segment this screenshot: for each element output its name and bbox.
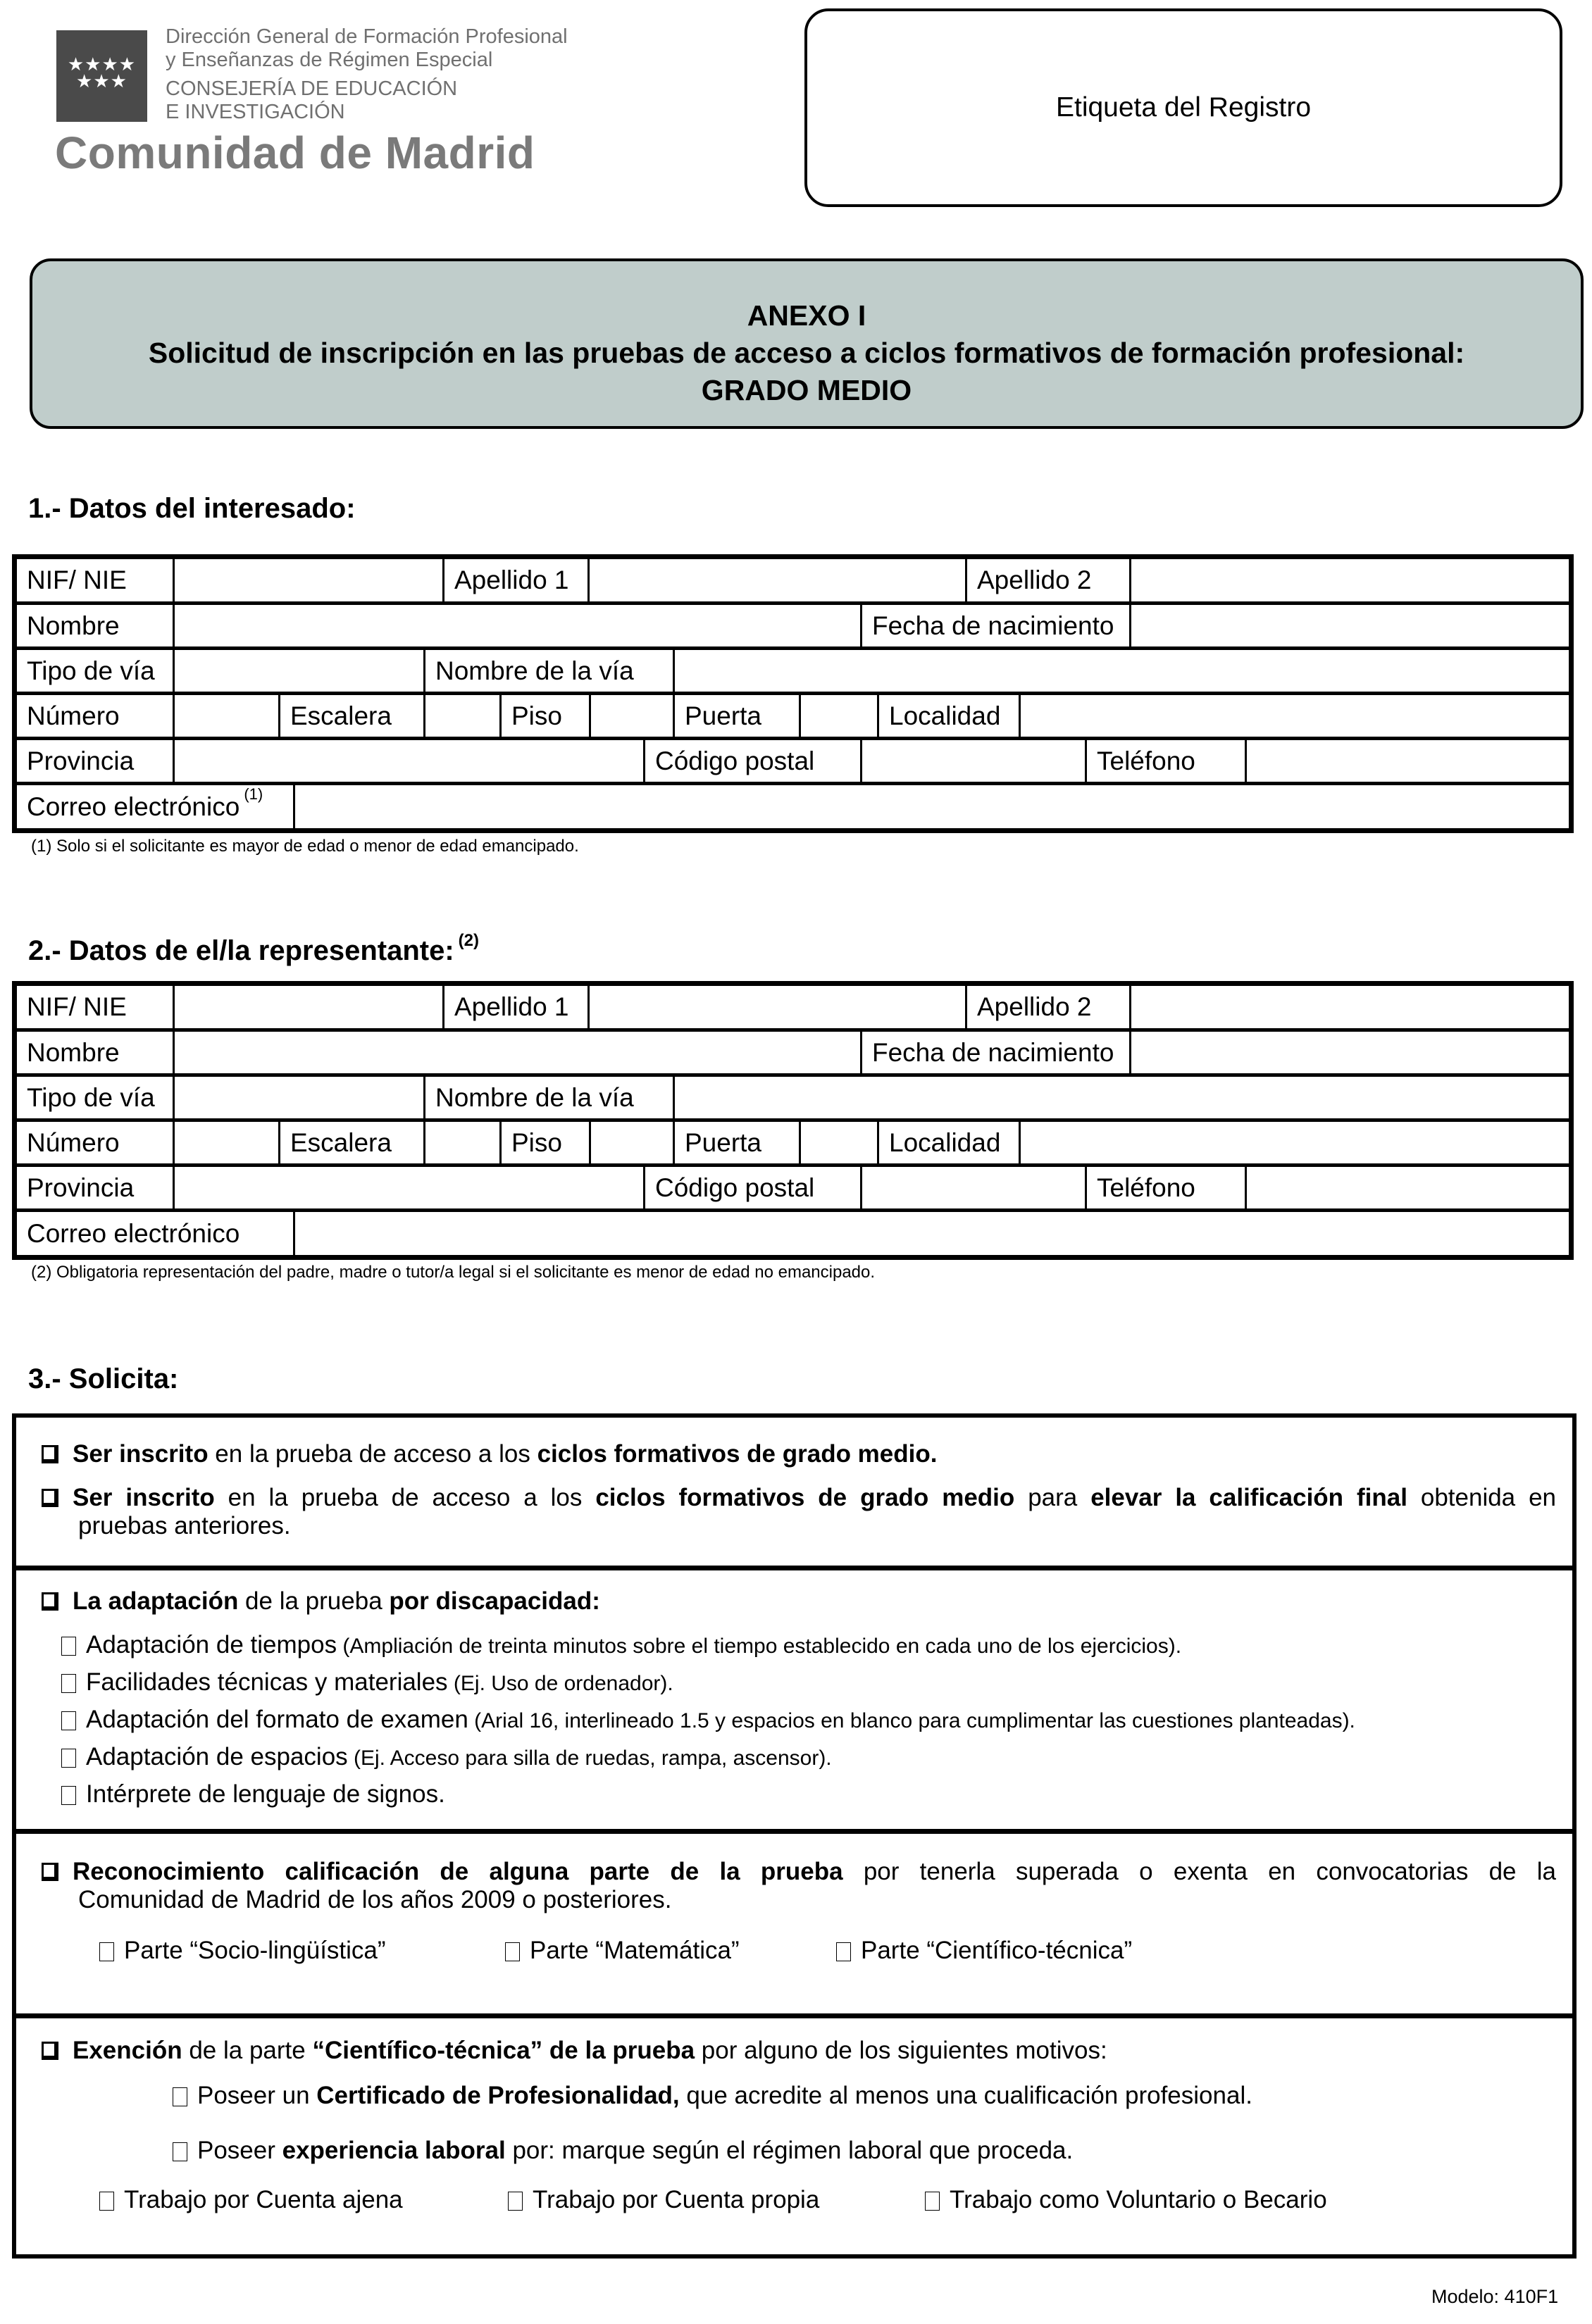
- text: de la parte: [182, 2037, 313, 2064]
- puerta-field[interactable]: [799, 695, 877, 737]
- label-fecha-nacimiento: [860, 605, 1129, 646]
- text-bold: ciclos formativos de grado medio.: [537, 1440, 938, 1468]
- parte-socio-linguistica-option: [99, 1937, 386, 1965]
- row-nombre-fecha: [17, 601, 1569, 646]
- row-via: [17, 646, 1569, 692]
- text: para: [1014, 1484, 1091, 1511]
- label-telefono: [1085, 740, 1245, 782]
- row-numero: [17, 692, 1569, 737]
- row-nif-apellidos: [17, 986, 1569, 1028]
- rep-escalera-field[interactable]: [423, 1122, 499, 1163]
- label-codigo-postal: [643, 1167, 860, 1208]
- form-title: Solicitud de inscripción en las pruebas de acceso a ciclos formativos de formación profesional:: [148, 337, 1465, 369]
- form-model-code: Modelo: 410F1: [1431, 2286, 1559, 2307]
- label-text: Apellido 1: [454, 566, 569, 594]
- logo-text-line-4: E INVESTIGACIÓN: [166, 101, 345, 123]
- text: Parte “Científico-técnica”: [861, 1937, 1133, 1964]
- cuenta-ajena-option: [99, 2186, 403, 2214]
- label-text: Piso: [511, 701, 562, 730]
- codigo-postal-field[interactable]: [860, 740, 1085, 782]
- adaptacion-espacios-checkbox[interactable]: [61, 1749, 76, 1768]
- label-text: Nombre de la vía: [435, 656, 634, 685]
- registry-label-box: [804, 8, 1562, 207]
- text-bold: Reconocimiento calificación de alguna parte de la prueba: [73, 1858, 843, 1885]
- label-localidad: [877, 1122, 1019, 1163]
- section1-heading-text: 1.- Datos del interesado:: [28, 493, 356, 524]
- option-line-1: [42, 1484, 1556, 1512]
- rep-apellido2-field[interactable]: [1129, 986, 1569, 1028]
- label-tipo-via: [17, 650, 173, 692]
- label-correo: [17, 785, 293, 828]
- comunidad-madrid-logo-flag: [56, 30, 147, 122]
- text-detail: (Ej. Acceso para silla de ruedas, rampa, ascensor).: [347, 1747, 832, 1770]
- text: Parte “Socio-lingüística”: [124, 1937, 386, 1964]
- label-numero: [17, 1122, 173, 1163]
- reconocimiento-checkbox[interactable]: [42, 1863, 58, 1881]
- label-nif: [17, 986, 173, 1028]
- nombre-via-field[interactable]: [673, 650, 1569, 692]
- inscripcion-checkbox[interactable]: [42, 1445, 58, 1463]
- row-nif-apellidos: [17, 559, 1569, 601]
- text: Poseer: [197, 2137, 282, 2164]
- form-title-banner: [30, 258, 1584, 429]
- text-bold: Ser inscrito: [73, 1440, 209, 1468]
- label-text: Fecha de nacimiento: [872, 1037, 1114, 1067]
- label-text: Teléfono: [1097, 1173, 1195, 1202]
- option-elevar-calificacion: [42, 1484, 1556, 1540]
- label-text: Apellido 2: [977, 992, 1092, 1021]
- label-nombre-via: [423, 1077, 673, 1118]
- label-text: Tipo de vía: [27, 1082, 155, 1112]
- registry-label: Etiqueta del Registro: [1055, 92, 1312, 123]
- label-text: Nombre de la vía: [435, 1082, 634, 1112]
- text-detail: (Ampliación de treinta minutos sobre el tiempo establecido en cada uno de los ejercicios).: [337, 1635, 1182, 1658]
- apellido1-field[interactable]: [587, 559, 965, 601]
- correo-label-text: Correo electrónico: [27, 792, 240, 821]
- grade-title: GRADO MEDIO: [701, 374, 912, 406]
- nif-field[interactable]: [173, 559, 442, 601]
- text: Adaptación de espacios: [86, 1743, 348, 1770]
- text-bold: “Científico-técnica” de la prueba: [312, 2037, 695, 2064]
- label-apellido1: [442, 986, 587, 1028]
- certificado-profesionalidad-option: [173, 2082, 1252, 2110]
- rep-piso-field[interactable]: [589, 1122, 673, 1163]
- row-numero: [17, 1118, 1569, 1163]
- label-codigo-postal: [643, 740, 860, 782]
- label-text: Puerta: [685, 701, 762, 730]
- rep-numero-field[interactable]: [173, 1122, 278, 1163]
- logo-text-line-3: CONSEJERÍA DE EDUCACIÓN: [166, 77, 458, 100]
- section2-heading: [28, 931, 479, 967]
- label-text: Fecha de nacimiento: [872, 611, 1114, 640]
- label-nombre-via: [423, 650, 673, 692]
- rep-provincia-field[interactable]: [173, 1167, 643, 1208]
- label-fecha-nacimiento: [860, 1032, 1129, 1073]
- telefono-field[interactable]: [1245, 740, 1569, 782]
- label-text: Nombre: [27, 1037, 120, 1067]
- label-text: Localidad: [889, 701, 1001, 730]
- voluntario-becario-option: [925, 2186, 1327, 2214]
- formato-examen-checkbox[interactable]: [61, 1711, 76, 1730]
- label-text: Provincia: [27, 746, 135, 775]
- stars-icon: ★★★★ ★★★: [67, 54, 137, 92]
- label-piso: [499, 695, 589, 737]
- rep-codigo-postal-field[interactable]: [860, 1167, 1085, 1208]
- text: Trabajo por Cuenta propia: [533, 2186, 820, 2213]
- text: Trabajo como Voluntario o Becario: [950, 2186, 1327, 2213]
- label-text: Localidad: [889, 1127, 1001, 1157]
- elevar-calificacion-checkbox[interactable]: [42, 1489, 58, 1507]
- experiencia-laboral-checkbox[interactable]: [173, 2142, 187, 2161]
- label-text: Apellido 1: [454, 992, 569, 1021]
- logo-text-line-1: Dirección General de Formación Profesional: [166, 25, 568, 48]
- label-text: NIF/ NIE: [27, 566, 127, 594]
- label-text: Número: [27, 1127, 120, 1157]
- row-correo: [17, 1208, 1569, 1255]
- label-provincia: [17, 1167, 173, 1208]
- label-puerta: [673, 695, 799, 737]
- tipo-via-field[interactable]: [173, 650, 423, 692]
- label-text: Código postal: [655, 746, 815, 775]
- option-exencion: [42, 2037, 1107, 2065]
- section2-heading-text: 2.- Datos de el/la representante:: [28, 935, 454, 966]
- text: por: marque según el régimen laboral que proceda.: [505, 2137, 1074, 2164]
- adaptacion-tiempos-checkbox[interactable]: [61, 1637, 76, 1656]
- label-puerta: [673, 1122, 799, 1163]
- parte-matematica-checkbox[interactable]: [505, 1942, 520, 1961]
- rep-localidad-field[interactable]: [1019, 1122, 1569, 1163]
- section3-heading: [28, 1363, 178, 1395]
- label-text: Apellido 2: [977, 566, 1092, 594]
- formato-examen-option: [61, 1706, 1355, 1734]
- facilidades-tecnicas-checkbox[interactable]: [61, 1674, 76, 1693]
- parte-matematica-option: [505, 1937, 740, 1965]
- apellido2-field[interactable]: [1129, 559, 1569, 601]
- option-line-2: pruebas anteriores.: [78, 1512, 291, 1539]
- nombre-field[interactable]: [173, 605, 860, 646]
- label-text: Correo electrónico: [27, 1218, 240, 1248]
- label-nombre: [17, 605, 173, 646]
- text-bold: Exención: [73, 2037, 182, 2064]
- text: en la prueba de acceso a los: [214, 1484, 596, 1511]
- text-bold: Ser inscrito: [73, 1484, 215, 1511]
- label-nif: [17, 559, 173, 601]
- row-provincia: [17, 737, 1569, 782]
- text-bold: ciclos formativos de grado medio: [595, 1484, 1015, 1511]
- fecha-nacimiento-field[interactable]: [1129, 605, 1569, 646]
- text-bold: Certificado de Profesionalidad,: [316, 2082, 680, 2109]
- annex-title: ANEXO I: [747, 299, 866, 332]
- label-text: Escalera: [290, 701, 392, 730]
- escalera-field[interactable]: [423, 695, 499, 737]
- label-apellido1: [442, 559, 587, 601]
- label-escalera: [278, 1122, 423, 1163]
- label-text: Escalera: [290, 1127, 392, 1157]
- label-text: Código postal: [655, 1173, 815, 1202]
- parte-cientifico-tecnica-option: [836, 1937, 1132, 1965]
- label-provincia: [17, 740, 173, 782]
- text-detail: (Ej. Uso de ordenador).: [447, 1672, 673, 1695]
- text: Adaptación del formato de examen: [86, 1706, 468, 1733]
- option-line-1: [42, 1858, 1556, 1886]
- label-tipo-via: [17, 1077, 173, 1118]
- rep-puerta-field[interactable]: [799, 1122, 877, 1163]
- interprete-signos-option: [61, 1780, 445, 1808]
- option-reconocimiento: [42, 1858, 1556, 1914]
- text: en la prueba de acceso a los: [208, 1440, 537, 1468]
- text: que acredite al menos una cualificación profesional.: [679, 2082, 1252, 2109]
- label-correo: [17, 1212, 293, 1255]
- rep-correo-field[interactable]: [293, 1212, 1569, 1255]
- footnote-ref: (2): [458, 931, 479, 950]
- text: Poseer un: [197, 2082, 317, 2109]
- parte-cientifico-tecnica-checkbox[interactable]: [836, 1942, 851, 1961]
- rep-nif-field[interactable]: [173, 986, 442, 1028]
- section1-heading: [28, 493, 356, 525]
- exencion-checkbox[interactable]: [42, 2042, 58, 2060]
- footnote-2: (2) Obligatoria representación del padre, madre o tutor/a legal si el solicitante es menor de edad no emancipado.: [31, 1263, 876, 1282]
- rep-tipo-via-field[interactable]: [173, 1077, 423, 1118]
- section3-heading-text: 3.- Solicita:: [28, 1363, 179, 1394]
- disability-adaptation-block: [16, 1566, 1572, 1829]
- cuenta-propia-checkbox[interactable]: [508, 2192, 523, 2211]
- numero-field[interactable]: [173, 695, 278, 737]
- label-numero: [17, 695, 173, 737]
- adaptacion-tiempos-option: [61, 1631, 1181, 1659]
- label-text: Provincia: [27, 1173, 135, 1202]
- label-text: Teléfono: [1097, 746, 1195, 775]
- option-line-2: Comunidad de Madrid de los años 2009 o posteriores.: [78, 1886, 672, 1913]
- text: Adaptación de tiempos: [86, 1631, 337, 1658]
- label-text: Nombre: [27, 611, 120, 640]
- logo-wordmark: Comunidad de Madrid: [55, 127, 535, 178]
- localidad-field[interactable]: [1019, 695, 1569, 737]
- grade-recognition-block: [16, 1829, 1572, 2013]
- text: por alguno de los siguientes motivos:: [695, 2037, 1107, 2064]
- label-escalera: [278, 695, 423, 737]
- label-apellido2: [965, 986, 1129, 1028]
- adaptacion-checkbox[interactable]: [42, 1592, 58, 1611]
- label-telefono: [1085, 1167, 1245, 1208]
- option-adaptacion: [42, 1587, 600, 1616]
- label-apellido2: [965, 559, 1129, 601]
- text: Trabajo por Cuenta ajena: [124, 2186, 403, 2213]
- interprete-signos-checkbox[interactable]: [61, 1786, 76, 1805]
- rep-nombre-via-field[interactable]: [673, 1077, 1569, 1118]
- parte-socio-linguistica-checkbox[interactable]: [99, 1942, 114, 1961]
- rep-apellido1-field[interactable]: [587, 986, 965, 1028]
- text-bold: elevar la calificación final: [1090, 1484, 1407, 1511]
- text-bold: experiencia laboral: [282, 2137, 506, 2164]
- label-nombre: [17, 1032, 173, 1073]
- label-text: Puerta: [685, 1127, 762, 1157]
- cuenta-propia-option: [508, 2186, 819, 2214]
- label-text: Piso: [511, 1127, 562, 1157]
- inscription-block: [16, 1418, 1572, 1566]
- text: Facilidades técnicas y materiales: [86, 1668, 448, 1696]
- text: Parte “Matemática”: [530, 1937, 740, 1964]
- row-provincia: [17, 1163, 1569, 1208]
- logo-text-line-2: y Enseñanzas de Régimen Especial: [166, 49, 493, 71]
- label-text: [27, 785, 263, 822]
- row-correo: [17, 782, 1569, 828]
- footnote-ref: (1): [244, 785, 263, 803]
- row-nombre-fecha: [17, 1028, 1569, 1073]
- experiencia-laboral-option: [173, 2137, 1073, 2165]
- footnote-1: (1) Solo si el solicitante es mayor de edad o menor de edad emancipado.: [31, 837, 579, 856]
- cuenta-ajena-checkbox[interactable]: [99, 2192, 114, 2211]
- request-options-box: [12, 1413, 1577, 2259]
- voluntario-becario-checkbox[interactable]: [925, 2192, 940, 2211]
- facilidades-tecnicas-option: [61, 1668, 673, 1697]
- text: obtenida en: [1407, 1484, 1556, 1511]
- exemption-block: [16, 2013, 1572, 2254]
- rep-fecha-nacimiento-field[interactable]: [1129, 1032, 1569, 1073]
- rep-telefono-field[interactable]: [1245, 1167, 1569, 1208]
- option-inscripcion: [42, 1440, 937, 1468]
- provincia-field[interactable]: [173, 740, 643, 782]
- applicant-data-table: [12, 554, 1574, 833]
- text-bold: La adaptación: [73, 1587, 239, 1615]
- label-text: Tipo de vía: [27, 656, 155, 685]
- text: por tenerla superada o exenta en convocatorias de la: [842, 1858, 1556, 1885]
- rep-nombre-field[interactable]: [173, 1032, 860, 1073]
- adaptacion-espacios-option: [61, 1743, 832, 1771]
- row-via: [17, 1073, 1569, 1118]
- text-detail: (Arial 16, interlineado 1.5 y espacios en blanco para cumplimentar las cuestiones planteadas).: [468, 1709, 1355, 1732]
- text: Intérprete de lenguaje de signos.: [86, 1780, 445, 1808]
- label-text: NIF/ NIE: [27, 992, 127, 1021]
- text-bold: por discapacidad:: [389, 1587, 600, 1615]
- label-piso: [499, 1122, 589, 1163]
- certificado-profesionalidad-checkbox[interactable]: [173, 2087, 187, 2106]
- representative-data-table: [12, 981, 1574, 1260]
- piso-field[interactable]: [589, 695, 673, 737]
- text: de la prueba: [238, 1587, 390, 1615]
- correo-field[interactable]: [293, 785, 1569, 828]
- label-localidad: [877, 695, 1019, 737]
- label-text: Número: [27, 701, 120, 730]
